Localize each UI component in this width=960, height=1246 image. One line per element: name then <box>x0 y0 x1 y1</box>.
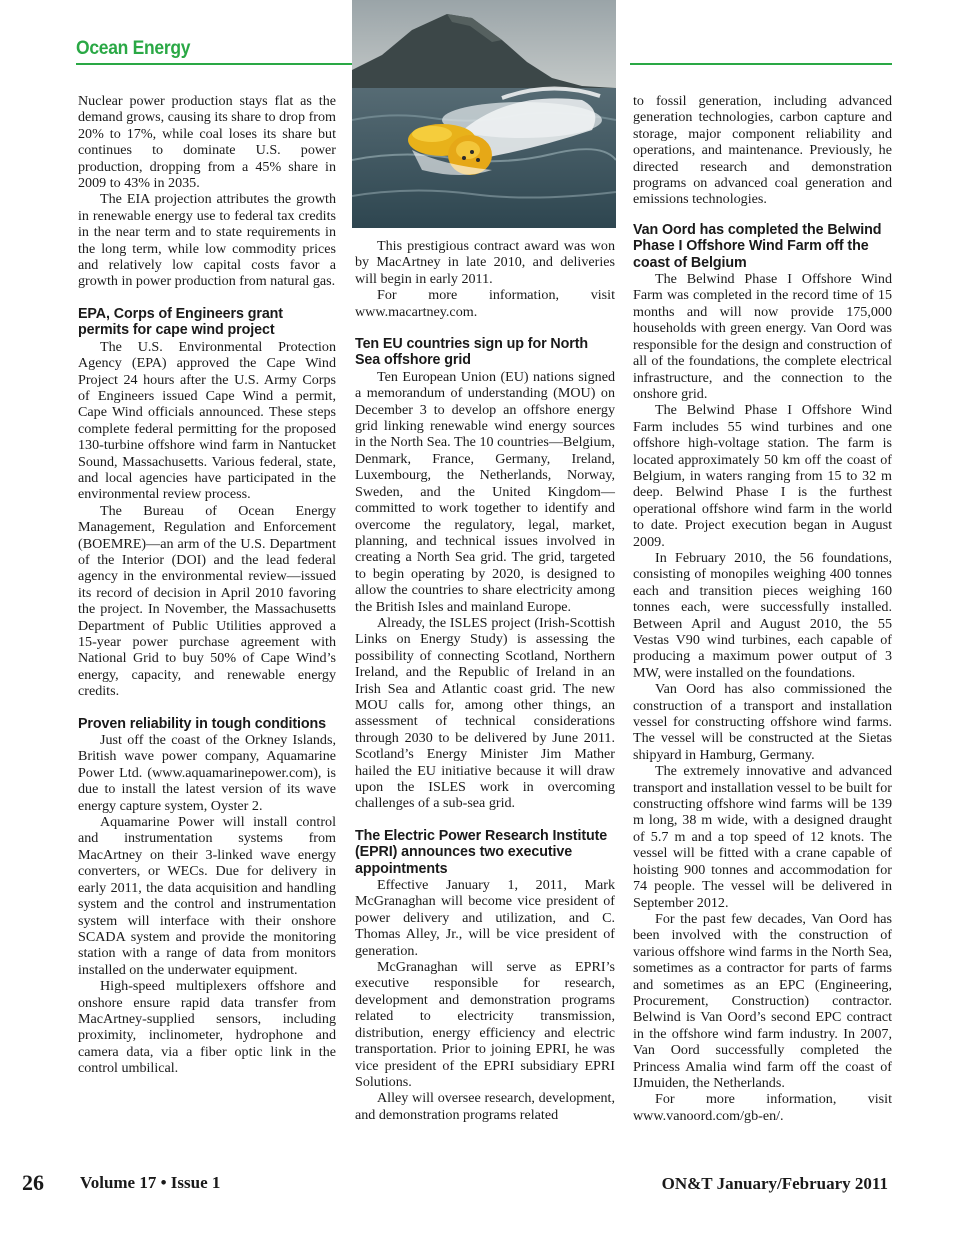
section-title: Ocean Energy <box>76 38 191 59</box>
paragraph: Aquamarine Power will install control and instrumentation systems from MacArtney on their 3-linked wave energy converters, or WECs. Due for delivery in early 2011, the data acquisition and handling system and the control and instrumentation system will interface with their onshore SCADA system and provide the monitoring station with a range of data from monitors installed on the underwater equipment. <box>78 814 336 978</box>
subhead-eu-grid: Ten EU countries sign up for North Sea offshore grid <box>355 336 589 369</box>
article-column-3 <box>633 93 892 1124</box>
publication-date: ON&T January/February 2011 <box>661 1174 888 1193</box>
paragraph: to fossil generation, including advanced generation technologies, carbon capture and storage, major component reliability and operations, and maintenance. Previously, he directed research and demonstration programs on advanced coal generation and emissions technologies. <box>633 93 892 208</box>
paragraph: For more information, visit www.vanoord.com/gb-en/. <box>633 1091 892 1124</box>
paragraph: The Belwind Phase I Offshore Wind Farm includes 55 wind turbines and one offshore high-voltage station. The farm is located approximately 50 km off the coast of Belgium, in waters ranging from 15 to 32 m deep. Belwind Phase I is the furthest operational offshore wind farm in the world to date. Project execution began in August 2009. <box>633 402 892 550</box>
page-number: 26 <box>22 1170 44 1195</box>
paragraph: The Bureau of Ocean Energy Management, Regulation and Enforcement (BOEMRE)—an arm of the U.S. Department of the Interior (DOI) and the lead federal agency in the environmental review—issued its record of decision in April 2010 favoring the project. In November, the Massachusetts Department of Public Utilities approved a 15-year power purchase agreement with National Grid to buy 50% of Cape Wind’s energy, capacity, and renewable energy credits. <box>78 502 336 700</box>
paragraph: Just off the coast of the Orkney Islands, British wave power company, Aquamarine Power Ltd. (www.aquamarinepower.com), is due to install the latest version of its wave energy capture system, Oyster 2. <box>78 732 336 814</box>
subhead-epri: The Electric Power Research Institute (EPRI) announces two executive appointments <box>355 827 608 877</box>
article-column-1 <box>78 93 336 1077</box>
issue-label: Volume 17 • Issue 1 <box>80 1173 221 1192</box>
paragraph: The Belwind Phase I Offshore Wind Farm was completed in the record time of 15 months and will now provide 175,000 households with green energy. Van Oord was responsible for the design and construction of all of the foundations, the complete electrical infrastructure, and the connection to the onshore grid. <box>633 271 892 402</box>
paragraph: Van Oord has also commissioned the construction of a transport and installation vessel for constructing offshore wind farms. The vessel will be constructed at the Sietas shipyard in Hamburg, Germany. <box>633 681 892 763</box>
paragraph: In February 2010, the 56 foundations, consisting of monopiles weighing 400 tonnes each and transition pieces weighing 160 tonnes each, were successfully installed. Between April and August 2010, the 55 Vestas V90 wind turbines, each capable of producing a maximum power output of 3 MW, were installed on the foundations. <box>633 549 892 681</box>
paragraph: Effective January 1, 2011, Mark McGranaghan will become vice president of power delivery and utilization, and C. Thomas Alley, Jr., will be vice president of generation. <box>355 877 615 959</box>
wave-energy-photo <box>352 0 616 228</box>
paragraph: High-speed multiplexers offshore and onshore ensure rapid data transfer from MacArtney-supplied sensors, including proximity, inclinometer, hydrophone and camera data, via a fiber optic link in the control umbilical. <box>78 978 336 1077</box>
paragraph: For the past few decades, Van Oord has been involved with the construction of various offshore wind farms in the North Sea, sometimes as a contractor for parts of farms and sometimes as an EPC (Engineering, Procurement, Construction) contractor. Belwind is Van Oord’s second EPC contract in the offshore wind farm industry. In 2007, Van Oord successfully completed the Princess Amalia wind farm off the coast of IJmuiden, the Netherlands. <box>633 910 892 1091</box>
paragraph: Nuclear power production stays flat as the demand grows, causing its share to drop from 20% to 17%, while coal loses its share but continues to dominate U.S. power production, dropping from a 45% share in 2009 to 43% in 2035. <box>78 93 336 192</box>
paragraph: Alley will oversee research, development, and demonstration programs related <box>355 1090 615 1123</box>
paragraph: For more information, visit www.macartney.com. <box>355 287 615 320</box>
paragraph: The EIA projection attributes the growth in renewable energy use to federal tax credits in the near term and to state requirements in the long term, while low commodity prices and relatively low capital costs favor a growth in power production from natural gas. <box>78 191 336 290</box>
subhead-van-oord: Van Oord has completed the Belwind Phase I Offshore Wind Farm off the coast of Belgium <box>633 221 882 271</box>
header-rule-right <box>630 63 892 65</box>
paragraph: The U.S. Environmental Protection Agency (EPA) approved the Cape Wind Project 24 hours after the U.S. Army Corps of Engineers issued Cape Wind a permit, Cape Wind officials announced. These steps complete federal permitting for the proposed 130-turbine offshore wind farm in Nantucket Sound, Massachusetts. Various federal, state, and local agencies have participated in the environmental review process. <box>78 338 336 503</box>
subhead-cape-wind: EPA, Corps of Engineers grant permits for cape wind project <box>78 305 283 339</box>
paragraph: Already, the ISLES project (Irish-Scottish Links on Energy Study) is assessing the possibility of connecting Scotland, Northern Ireland, and the Republic of Ireland in an Irish Sea and Atlantic coast grid. The new MOU calls for, among other things, an assessment of technical considerations through 2030 to be delivered by June 2011. Scotland’s Energy Minister Jim Mather hailed the EU initiative because it will draw upon the ISLES work in overcoming challenges of a sub-sea grid. <box>355 614 615 812</box>
paragraph: The extremely innovative and advanced transport and installation vessel to be built for constructing offshore wind farms will be 139 m long, 38 m wide, with a designed draught of 5.7 m and a top speed of 12 knots. The vessel will be fitted with a crane capable of hoisting 900 tonnes and accommodation for 74 people. The vessel will be delivered in September 2012. <box>633 763 892 911</box>
subhead-proven-reliability: Proven reliability in tough conditions <box>78 715 327 732</box>
header-rule-left <box>76 63 362 65</box>
paragraph: This prestigious contract award was won by MacArtney in late 2010, and deliveries will begin in early 2011. <box>355 238 615 287</box>
paragraph: McGranaghan will serve as EPRI’s executive responsible for research, development and demonstration programs related to electricity transmission, distribution, energy efficiency and electric transportation. Prior to joining EPRI, he was vice president of the EPRI subsidiary EPRI Solutions. <box>355 959 615 1090</box>
paragraph: Ten European Union (EU) nations signed a memorandum of understanding (MOU) on December 3 to develop an offshore energy grid linking renewable wind energy sources in the North Sea. The 10 countries—Belgium, Denmark, France, Germany, Ireland, Luxembourg, the Netherlands, Norway, Sweden, and the United Kingdom—committed to work together to identify and overcome the regulatory, legal, market, planning, and technical issues involved in creating a North Sea grid. The grid, targeted to begin operating by 2020, is designed to allow the countries to share electricity among the British Isles and mainland Europe. <box>355 368 615 615</box>
article-column-2 <box>355 238 615 1123</box>
